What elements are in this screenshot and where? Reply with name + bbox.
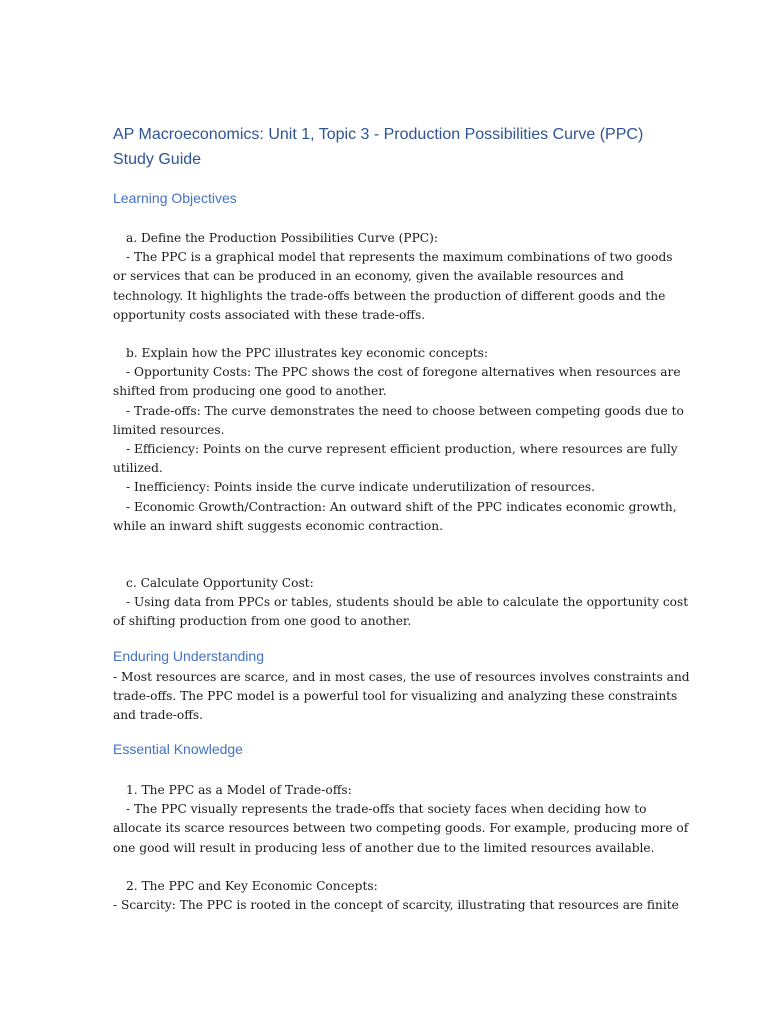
document-title — [113, 122, 673, 172]
text-line: b. Explain how the PPC illustrates key economic concepts: — [126, 346, 489, 360]
title-line: Study Guide — [113, 151, 202, 168]
text-line: or services that can be produced in an economy, given the available resources and — [113, 269, 624, 284]
text-line: - The PPC visually represents the trade-offs that society faces when deciding how to — [126, 802, 647, 817]
text-line: while an inward shift suggests economic contraction. — [113, 518, 443, 533]
enduring-understanding-text — [113, 668, 690, 726]
text-line: 2. The PPC and Key Economic Concepts: — [126, 879, 378, 893]
heading-learning-objectives: Learning Objectives — [113, 190, 237, 206]
text-line: - Scarcity: The PPC is rooted in the concept of scarcity, illustrating that resources are finite — [113, 898, 679, 913]
heading-essential-knowledge: Essential Knowledge — [113, 741, 243, 757]
text-line: - Inefficiency: Points inside the curve indicate underutilization of resources. — [126, 480, 596, 495]
text-line: - Economic Growth/Contraction: An outward shift of the PPC indicates economic growth, — [126, 499, 677, 514]
text-line: c. Calculate Opportunity Cost: — [126, 576, 314, 590]
text-line: opportunity costs associated with these trade-offs. — [113, 307, 426, 322]
text-line: - Using data from PPCs or tables, students should be able to calculate the opportunity cost — [126, 595, 689, 610]
essential-knowledge-1 — [113, 781, 689, 858]
text-line: trade-offs. The PPC model is a powerful tool for visualizing and analyzing these constraints — [113, 689, 678, 704]
text-line: allocate its scarce resources between two competing goods. For example, producing more of — [113, 821, 689, 836]
text-line: utilized. — [113, 461, 163, 476]
title-line: AP Macroeconomics: Unit 1, Topic 3 - Production Possibilities Curve (PPC) — [113, 126, 644, 143]
text-line: limited resources. — [113, 422, 225, 437]
text-line: - Efficiency: Points on the curve represent efficient production, where resources are fully — [126, 442, 678, 457]
text-line: one good will result in producing less of another due to the limited resources available. — [113, 840, 655, 855]
text-line: - Trade-offs: The curve demonstrates the need to choose between competing goods due to — [126, 403, 684, 418]
text-line: technology. It highlights the trade-offs between the production of different goods and the — [113, 288, 666, 303]
objective-a — [113, 229, 673, 325]
text-line: 1. The PPC as a Model of Trade-offs: — [126, 783, 352, 797]
text-line: - Opportunity Costs: The PPC shows the cost of foregone alternatives when resources are — [126, 365, 681, 380]
text-line: of shifting production from one good to another. — [113, 614, 412, 629]
text-line: - Most resources are scarce, and in most cases, the use of resources involves constraints and — [113, 670, 690, 684]
text-line: - The PPC is a graphical model that represents the maximum combinations of two goods — [126, 250, 673, 265]
objective-c — [113, 574, 689, 632]
text-line: shifted from producing one good to another. — [113, 384, 387, 399]
text-line: and trade-offs. — [113, 708, 204, 723]
text-line: a. Define the Production Possibilities Curve (PPC): — [126, 231, 438, 245]
essential-knowledge-2 — [113, 877, 679, 915]
objective-b — [113, 344, 684, 536]
heading-enduring-understanding: Enduring Understanding — [113, 648, 264, 664]
